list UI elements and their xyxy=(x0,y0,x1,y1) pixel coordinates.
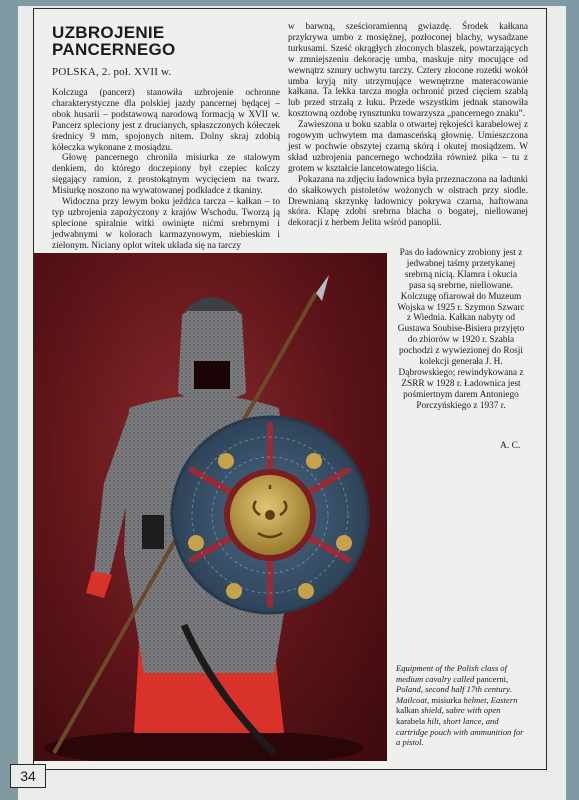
armour-illustration xyxy=(34,253,387,761)
paragraph: Widoczna przy lewym boku jeźdźca tarcza – kałkan – to typ uzbrojenia zapożyczony z krajów Wschodu. Tworzą ją splecione spiralnie witki owinięte nićmi srebrnymi i jedwabnymi w kolorach karmazynowym, niebieskim i zielonym. Niciany oplot witek układa się na tarczy xyxy=(52,197,280,251)
caption-term: pancerni xyxy=(476,673,507,684)
paragraph: Kolczuga (pancerz) stanowiła uzbrojenie ochronne charakterystyczne dla polskiej jazdy pancernej będącej – obok husarii – podstawową narodową formacją w XVII w. Pancerz spleciony jest z drucianych, spłaszczonych kółeczek średnicy 9 mm, spojonych nitem. Dolny skraj zdobią kółeczka wykonane z mosiądzu. xyxy=(52,88,280,153)
caption-text: hilt, short lance, and cartridge pouch with ammunition for a pistol. xyxy=(396,715,524,748)
article-subtitle: POLSKA, 2. poł. XVII w. xyxy=(52,66,172,78)
paragraph: Zawieszona u boku szabla o otwartej rękojeści karabelowej z rogowym uchwytem ma damasceńską głownię. Umieszczona jest w pochwie obszytej czarną skórą i okutej mosiądzem. W skład uzbrojenia pancernego wchodziła również pika – tu z grotem w kształcie lancetowatego liścia. xyxy=(288,120,528,174)
caption-term: kalkan xyxy=(396,705,419,716)
umbo-center xyxy=(265,510,275,520)
floor-shadow xyxy=(44,730,364,761)
right-text-column xyxy=(288,22,528,229)
caption-text: , Poland, second half 17th century. Mailcoat, xyxy=(396,673,512,705)
paragraph: Głowę pancernego chroniła misiurka ze stalowym denkiem, do którego doczepiony był czepiec kolczy sięgający ramion, z prostokątnym wycięciem na twarz. Misiurkę noszono na wywatowanej podkładce z tkaniny. xyxy=(52,153,280,197)
red-glove xyxy=(86,571,112,598)
page-number: 34 xyxy=(10,764,46,788)
misiurka-helmet xyxy=(184,297,240,311)
mailcoat-sleeve xyxy=(94,413,129,578)
paragraph: Pas do ładownicy zrobiony jest z jedwabnej taśmy przetykanej srebrną nicią. Klamra i okucia pasa są srebrne, niellowane. Kolczugę ofiarował do Muzeum Wojska w 1925 r. Szymon Szwarc z Wiednia. Kałkan nabyty od Gustawa Soubise-Bisiera przyjęto do zbiorów w 1920 r. Szabla pochodzi z wywiezionej do Rosji kolekcji generała J. H. Dąbrowskiego; rewindykowana z ZSRR w 1928 r. Ładownica jest pośmiertnym darem Antoniego Porczyńskiego z 1937 r. xyxy=(397,248,525,411)
paragraph: w barwną, sześcioramienną gwiazdę. Środek kałkana przykrywa umbo z mosiężnej, pozłoconej blachy, wysadzane turkusami. Sześć okrągłych złoconych blaszek, powtarzających w zmniejszeniu dekorację umba, maskuje nity mocujące od wewnątrz sznury uchwytu tarczy. Cztery złocone rozetki wokół umba kryją nity utrzymujące wewnętrzne materacowanie kałkana. Ta lekka tarcza mogła ochronić przed cięciem szablą lub przed strzałą z łuku. Przede wszystkim jednak stanowiła kosztowną ozdobę rynsztunku towarzysza „pancernego znaku”. xyxy=(288,22,528,120)
left-text-column xyxy=(52,88,280,252)
caption-term: karabela xyxy=(396,715,426,726)
caption-text: Equipment of the Polish class of medium cavalry called xyxy=(396,663,507,684)
article-title: UZBROJENIE PANCERNEGO xyxy=(52,23,176,59)
lance-head xyxy=(316,275,329,301)
armour-photograph xyxy=(34,253,387,761)
narrow-text-column xyxy=(396,248,526,412)
photo-caption xyxy=(396,663,526,748)
caption-text: helmet, Eastern xyxy=(461,694,518,705)
face-opening xyxy=(194,361,230,389)
author-signature: A. C. xyxy=(500,441,521,451)
cartridge-pouch xyxy=(142,515,164,549)
paragraph: Pokazana na zdjęciu ładownica była przeznaczona na ładunki do skałkowych pistoletów wożonych w olstrach przy siodle. Drewnianą skrzynkę ładownicy pokrywa czarna, haftowana skóra. Klapę zdobi srebrna blacha o bogatej, niellowanej dekoracji z herbem Jelita wśród panoplii. xyxy=(288,174,528,229)
caption-text: shield, sabre with open xyxy=(418,705,501,716)
caption-term: misiurka xyxy=(431,694,462,705)
